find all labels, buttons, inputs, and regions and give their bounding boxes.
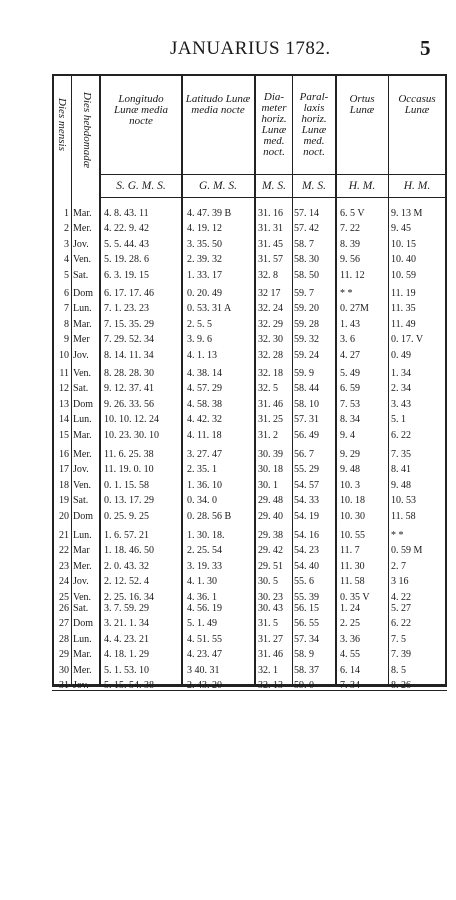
occasus-value: 0. 17. V (391, 334, 424, 346)
day-number: 5 (64, 269, 69, 281)
longitudo-value: 3. 7. 59. 29 (104, 603, 149, 614)
diameter-value: 29. 51 (258, 560, 283, 572)
weekday: Lun. (73, 414, 92, 426)
day-number: 7 (64, 303, 69, 315)
parallaxis-value: 54. 40 (294, 560, 319, 572)
longitudo-value: 0. 13. 17. 29 (104, 495, 154, 507)
ortus-value: 9. 48 (340, 464, 360, 476)
longitudo-value: 2. 25. 16. 34 (104, 591, 154, 603)
ortus-value: 3. 36 (340, 633, 360, 645)
weekday: Jov. (73, 349, 89, 361)
latitudo-value: 4. 42. 32 (187, 414, 222, 426)
column-header-parallaxis: Paral-laxis horiz. Lunæ med. noct. (299, 91, 329, 158)
latitudo-value: 3 40. 31 (187, 664, 220, 676)
page-number: 5 (420, 36, 431, 60)
parallaxis-value: 58. 9 (294, 649, 314, 661)
occasus-value: 10. 59 (391, 269, 416, 281)
diameter-value: 30. 23 (258, 591, 283, 603)
weekday: Dom (73, 510, 93, 522)
header-rule (99, 197, 447, 198)
parallaxis-value: 57. 34 (294, 633, 319, 645)
weekday: Ven. (73, 479, 92, 491)
diameter-value: 32. 5 (258, 383, 278, 395)
weekday: Jov. (73, 680, 89, 691)
day-number: 24 (59, 576, 69, 588)
latitudo-value: 2. 5. 5 (187, 318, 212, 330)
longitudo-value: 10. 23. 30. 10 (104, 429, 159, 441)
occasus-value: 3. 43 (391, 398, 411, 410)
parallaxis-value: 58. 44 (294, 383, 319, 395)
unit-occasus: H. M. (403, 180, 431, 192)
diameter-value: 30. 43 (258, 603, 283, 614)
diameter-value: 31. 46 (258, 398, 283, 410)
longitudo-value: 5. 19. 28. 6 (104, 254, 149, 266)
ortus-value: 9. 29 (340, 449, 360, 460)
latitudo-value: 4. 58. 38 (187, 398, 222, 410)
parallaxis-value: 59. 28 (294, 318, 319, 330)
longitudo-value: 0. 1. 15. 58 (104, 479, 149, 491)
diameter-value: 31. 25 (258, 414, 283, 426)
diameter-value: 32. 28 (258, 349, 283, 361)
column-header-dies-hebdomadae: Dies hebdomadæ (81, 92, 93, 169)
occasus-value: 9. 48 (391, 479, 411, 491)
occasus-value: 11. 19 (391, 288, 416, 299)
day-number: 25 (59, 591, 69, 603)
unit-ortus: H. M. (348, 180, 376, 192)
day-number: 19 (59, 495, 69, 507)
day-number: 16 (59, 449, 69, 460)
longitudo-value: 11. 6. 25. 38 (104, 449, 154, 460)
day-number: 3 (64, 238, 69, 250)
latitudo-value: 0. 34. 0 (187, 495, 217, 507)
occasus-value: 8. 26 (391, 680, 411, 691)
diameter-value: 32. 29 (258, 318, 283, 330)
occasus-value: 8. 5 (391, 664, 406, 676)
latitudo-value: 4. 51. 55 (187, 633, 222, 645)
parallaxis-value: 58. 7 (294, 238, 314, 250)
occasus-value: 7. 5 (391, 633, 406, 645)
parallaxis-value: 54. 19 (294, 510, 319, 522)
latitudo-value: 2. 43. 20 (187, 680, 222, 691)
diameter-value: 30. 18 (258, 464, 283, 476)
weekday: Jov. (73, 464, 89, 476)
diameter-value: 32. 13 (258, 680, 283, 691)
diameter-value: 32. 24 (258, 303, 283, 315)
weekday: Mer. (73, 223, 92, 235)
parallaxis-value: 55. 39 (294, 591, 319, 603)
parallaxis-value: 56. 55 (294, 618, 319, 630)
longitudo-value: 4. 8. 43. 11 (104, 208, 149, 219)
ortus-value: 7. 22 (340, 223, 360, 235)
ortus-value: 10. 30 (340, 510, 365, 522)
diameter-value: 29. 48 (258, 495, 283, 507)
ortus-value: 7. 53 (340, 398, 360, 410)
parallaxis-value: 57. 42 (294, 223, 319, 235)
ortus-value: 8. 34 (340, 414, 360, 426)
weekday: Dom (73, 288, 93, 299)
weekday: Lun. (73, 633, 92, 645)
parallaxis-value: 58. 10 (294, 398, 319, 410)
day-number: 11 (59, 368, 69, 379)
unit-longitudo: S. G. M. S. (116, 180, 166, 192)
diameter-value: 31. 45 (258, 238, 283, 250)
longitudo-value: 5. 1. 53. 10 (104, 664, 149, 676)
parallaxis-value: 59. 32 (294, 334, 319, 346)
column-header-ortus: Ortus Lunæ (349, 93, 375, 116)
day-number: 13 (59, 398, 69, 410)
latitudo-value: 4. 1. 30 (187, 576, 217, 588)
longitudo-value: 2. 12. 52. 4 (104, 576, 149, 588)
latitudo-value: 2. 35. 1 (187, 464, 217, 476)
table-row (0, 508, 456, 525)
diameter-value: 30. 5 (258, 576, 278, 588)
ortus-value: 7. 34 (340, 680, 360, 691)
day-number: 10 (59, 349, 69, 361)
diameter-value: 32. 1 (258, 664, 278, 676)
latitudo-value: 4. 56. 19 (187, 603, 222, 614)
occasus-value: 2. 7 (391, 560, 406, 572)
day-number: 18 (59, 479, 69, 491)
day-number: 2 (64, 223, 69, 235)
unit-parallaxis: M. S. (302, 180, 326, 192)
occasus-value: 10. 53 (391, 495, 416, 507)
weekday: Ven. (73, 591, 92, 603)
latitudo-value: 0. 53. 31 A (187, 303, 232, 315)
longitudo-value: 4. 4. 23. 21 (104, 633, 149, 645)
longitudo-value: 8. 28. 28. 30 (104, 368, 154, 379)
ortus-value: 10. 18 (340, 495, 365, 507)
ortus-value: 9. 56 (340, 254, 360, 266)
ortus-value: 0. 27M (340, 303, 369, 315)
ortus-value: 11. 30 (340, 560, 365, 572)
parallaxis-value: 54. 16 (294, 530, 319, 541)
weekday: Mar. (73, 649, 92, 661)
parallaxis-value: 58. 37 (294, 664, 319, 676)
longitudo-value: 5. 15. 54. 38 (104, 680, 154, 691)
weekday: Mar (73, 545, 90, 557)
occasus-value: 9. 45 (391, 223, 411, 235)
parallaxis-value: 56. 15 (294, 603, 319, 614)
weekday: Dom (73, 398, 93, 410)
latitudo-value: 1. 36. 10 (187, 479, 222, 491)
ortus-value: 6. 14 (340, 664, 360, 676)
parallaxis-value: 59. 0 (294, 680, 314, 691)
longitudo-value: 4. 18. 1. 29 (104, 649, 149, 661)
occasus-value: 3 16 (391, 576, 409, 588)
parallaxis-value: 55. 29 (294, 464, 319, 476)
longitudo-value: 0. 25. 9. 25 (104, 510, 149, 522)
parallaxis-value: 57. 31 (294, 414, 319, 426)
weekday: Mer. (73, 664, 92, 676)
day-number: 17 (59, 464, 69, 476)
occasus-value: 0. 59 M (391, 545, 423, 557)
diameter-value: 31. 57 (258, 254, 283, 266)
occasus-value: 11. 58 (391, 510, 416, 522)
day-number: 22 (59, 545, 69, 557)
longitudo-value: 3. 21. 1. 34 (104, 618, 149, 630)
weekday: Mar. (73, 429, 92, 441)
ortus-value: * * (340, 288, 353, 299)
latitudo-value: 4. 19. 12 (187, 223, 222, 235)
latitudo-value: 0. 20. 49 (187, 288, 222, 299)
weekday: Mer. (73, 449, 92, 460)
weekday: Ven. (73, 254, 92, 266)
weekday: Sat. (73, 383, 89, 395)
latitudo-value: 2. 25. 54 (187, 545, 222, 557)
longitudo-value: 2. 0. 43. 32 (104, 560, 149, 572)
ortus-value: 11. 58 (340, 576, 365, 588)
column-header-diameter: Dia-meter horiz. Lunæ med. noct. (261, 91, 287, 158)
ortus-value: 6. 5 V (340, 208, 365, 219)
latitudo-value: 4. 23. 47 (187, 649, 222, 661)
latitudo-value: 0. 28. 56 B (187, 510, 232, 522)
latitudo-value: 4. 57. 29 (187, 383, 222, 395)
latitudo-value: 4. 47. 39 B (187, 208, 232, 219)
day-number: 26 (59, 603, 69, 614)
weekday: Mar. (73, 318, 92, 330)
ortus-value: 10. 55 (340, 530, 365, 541)
day-number: 14 (59, 414, 69, 426)
occasus-value: 8. 41 (391, 464, 411, 476)
occasus-value: 9. 13 M (391, 208, 423, 219)
diameter-value: 31. 31 (258, 223, 283, 235)
column-header-dies-mensis: Dies mensis (56, 98, 68, 151)
diameter-value: 31. 46 (258, 649, 283, 661)
diameter-value: 29. 42 (258, 545, 283, 557)
latitudo-value: 3. 19. 33 (187, 560, 222, 572)
diameter-value: 29. 38 (258, 530, 283, 541)
table-row (0, 347, 456, 364)
ortus-value: 6. 59 (340, 383, 360, 395)
weekday: Mer. (73, 560, 92, 572)
ortus-value: 4. 55 (340, 649, 360, 661)
day-number: 1 (64, 208, 69, 219)
occasus-value: 6. 22 (391, 618, 411, 630)
parallaxis-value: 59. 7 (294, 288, 314, 299)
latitudo-value: 4. 38. 14 (187, 368, 222, 379)
parallaxis-value: 56. 49 (294, 429, 319, 441)
diameter-value: 29. 40 (258, 510, 283, 522)
occasus-value: 1. 34 (391, 368, 411, 379)
weekday: Sat. (73, 603, 89, 614)
weekday: Sat. (73, 495, 89, 507)
occasus-value: 5. 1 (391, 414, 406, 426)
day-number: 27 (59, 618, 69, 630)
day-number: 12 (59, 383, 69, 395)
page-title: JANUARIUS 1782. (170, 38, 331, 59)
diameter-value: 32. 30 (258, 334, 283, 346)
day-number: 6 (64, 288, 69, 299)
day-number: 28 (59, 633, 69, 645)
parallaxis-value: 58. 30 (294, 254, 319, 266)
longitudo-value: 7. 1. 23. 23 (104, 303, 149, 315)
weekday: Ven. (73, 368, 92, 379)
occasus-value: 7. 35 (391, 449, 411, 460)
unit-latitudo: G. M. S. (198, 180, 237, 192)
parallaxis-value: 54. 57 (294, 479, 319, 491)
diameter-value: 32 17 (258, 288, 281, 299)
occasus-value: 7. 39 (391, 649, 411, 661)
occasus-value: 11. 35 (391, 303, 416, 315)
longitudo-value: 7. 29. 52. 34 (104, 334, 154, 346)
latitudo-value: 5. 1. 49 (187, 618, 217, 630)
occasus-value: 0. 49 (391, 349, 411, 361)
latitudo-value: 1. 33. 17 (187, 269, 222, 281)
day-number: 31 (59, 680, 69, 691)
day-number: 9 (64, 334, 69, 346)
longitudo-value: 11. 19. 0. 10 (104, 464, 154, 476)
column-header-longitudo: Longitudo Lunæ media nocte (113, 93, 169, 127)
longitudo-value: 7. 15. 35. 29 (104, 318, 154, 330)
latitudo-value: 1. 30. 18. (187, 530, 225, 541)
parallaxis-value: 55. 6 (294, 576, 314, 588)
diameter-value: 31. 27 (258, 633, 283, 645)
diameter-value: 31. 16 (258, 208, 283, 219)
parallaxis-value: 59. 24 (294, 349, 319, 361)
ortus-value: 3. 6 (340, 334, 355, 346)
ortus-value: 8. 39 (340, 238, 360, 250)
diameter-value: 30. 1 (258, 479, 278, 491)
diameter-value: 31. 5 (258, 618, 278, 630)
parallaxis-value: 57. 14 (294, 208, 319, 219)
parallaxis-value: 59. 9 (294, 368, 314, 379)
unit-diameter: M. S. (262, 180, 286, 192)
ortus-value: 1. 43 (340, 318, 360, 330)
parallaxis-value: 54. 23 (294, 545, 319, 557)
day-number: 30 (59, 664, 69, 676)
longitudo-value: 9. 26. 33. 56 (104, 398, 154, 410)
parallaxis-value: 59. 20 (294, 303, 319, 315)
diameter-value: 32. 8 (258, 269, 278, 281)
latitudo-value: 4. 36. 1 (187, 591, 217, 603)
longitudo-value: 8. 14. 11. 34 (104, 349, 154, 361)
day-number: 23 (59, 560, 69, 572)
latitudo-value: 3. 27. 47 (187, 449, 222, 460)
occasus-value: 4. 22 (391, 591, 411, 603)
longitudo-value: 6. 3. 19. 15 (104, 269, 149, 281)
day-number: 15 (59, 429, 69, 441)
weekday: Dom (73, 618, 93, 630)
table-row (0, 677, 456, 694)
ortus-value: 11. 12 (340, 269, 365, 281)
weekday: Mar. (73, 208, 92, 219)
diameter-value: 31. 2 (258, 429, 278, 441)
latitudo-value: 2. 39. 32 (187, 254, 222, 266)
latitudo-value: 4. 11. 18 (187, 429, 222, 441)
longitudo-value: 6. 17. 17. 46 (104, 288, 154, 299)
longitudo-value: 1. 18. 46. 50 (104, 545, 154, 557)
ortus-value: 9. 4 (340, 429, 355, 441)
ortus-value: 5. 49 (340, 368, 360, 379)
parallaxis-value: 58. 50 (294, 269, 319, 281)
occasus-value: 5. 27 (391, 603, 411, 614)
diameter-value: 30. 39 (258, 449, 283, 460)
column-header-latitudo: Latitudo Lunæ media nocte (185, 93, 251, 116)
weekday: Jov. (73, 238, 89, 250)
table-row (0, 427, 456, 444)
ortus-value: 0. 35 V (340, 591, 370, 603)
day-number: 21 (59, 530, 69, 541)
latitudo-value: 3. 35. 50 (187, 238, 222, 250)
longitudo-value: 1. 6. 57. 21 (104, 530, 149, 541)
weekday: Sat. (73, 269, 89, 281)
ortus-value: 1. 24 (340, 603, 360, 614)
occasus-value: 10. 15 (391, 238, 416, 250)
header-rule (99, 174, 447, 175)
parallaxis-value: 56. 7 (294, 449, 314, 460)
diameter-value: 32. 18 (258, 368, 283, 379)
ortus-value: 4. 27 (340, 349, 360, 361)
ortus-value: 11. 7 (340, 545, 360, 557)
longitudo-value: 9. 12. 37. 41 (104, 383, 154, 395)
column-header-occasus: Occasus Lunæ (398, 93, 436, 116)
weekday: Mer (73, 334, 90, 346)
occasus-value: * * (391, 530, 404, 541)
longitudo-value: 4. 22. 9. 42 (104, 223, 149, 235)
day-number: 8 (64, 318, 69, 330)
latitudo-value: 3. 9. 6 (187, 334, 212, 346)
latitudo-value: 4. 1. 13 (187, 349, 217, 361)
day-number: 29 (59, 649, 69, 661)
occasus-value: 2. 34 (391, 383, 411, 395)
weekday: Lun. (73, 530, 92, 541)
longitudo-value: 10. 10. 12. 24 (104, 414, 159, 426)
weekday: Lun. (73, 303, 92, 315)
occasus-value: 6. 22 (391, 429, 411, 441)
parallaxis-value: 54. 33 (294, 495, 319, 507)
day-number: 20 (59, 510, 69, 522)
ortus-value: 10. 3 (340, 479, 360, 491)
table-row (0, 267, 456, 284)
ortus-value: 2. 25 (340, 618, 360, 630)
occasus-value: 11. 49 (391, 318, 416, 330)
weekday: Jov. (73, 576, 89, 588)
day-number: 4 (64, 254, 69, 266)
occasus-value: 10. 40 (391, 254, 416, 266)
longitudo-value: 5. 5. 44. 43 (104, 238, 149, 250)
